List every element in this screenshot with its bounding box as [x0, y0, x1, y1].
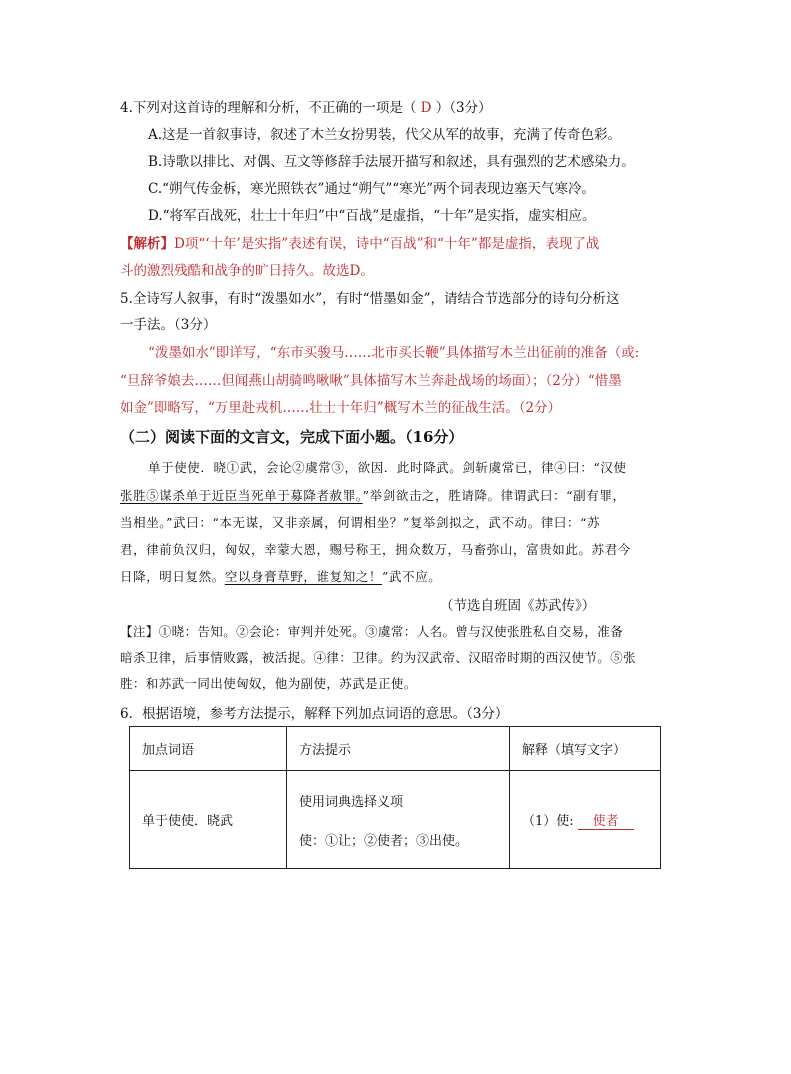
q5-answer-line1: “泼墨如水”即详写，“东市买骏马……北市买长鞭”具体描写木兰出征前的准备（或:	[148, 345, 640, 361]
section2-title: （二）阅读下面的文言文，完成下面小题。（16分）	[120, 428, 464, 446]
note-line1: 【注】①晓：告知。②会论：审判并处死。③虞常：人名。曾与汉使张胜私自交易，准备	[120, 624, 624, 639]
cell-explain	[510, 771, 661, 869]
cell-hint	[287, 771, 510, 869]
passage-line5: 日降，明日复然。空以身膏草野，谁复知之！”武不应。	[120, 569, 442, 584]
passage-underline-1: 张胜⑤谋杀单于近臣当死单于募降者赦罪。	[120, 488, 363, 503]
hint-line1: 使用词典选择义项	[299, 794, 404, 810]
table-row	[130, 771, 661, 869]
passage-line4: 君，律前负汉归，匈奴，幸蒙大恩，赐号称王，拥众数万，马畜弥山，富贵如此。苏君今	[120, 542, 631, 557]
passage-line3: 当相坐。”武曰：“本无谋，又非亲属，何谓相坐？”复举剑拟之，武不动。律曰：“苏	[120, 515, 601, 530]
q5-answer-line3: 如金”即略写，“万里赴戎机……壮士十年归”概写木兰的征战生活。（2分）	[120, 400, 562, 416]
cell-word: 单于使使．晓武	[130, 771, 287, 869]
explain-label: （1）使:	[522, 813, 574, 829]
q4-analysis-cont: 斗的激烈残酷和战争的旷日持久。故选D。	[120, 263, 374, 279]
header-hint: 方法提示	[287, 727, 510, 771]
passage-underline-2: 空以身膏草野，谁复知之！	[224, 569, 383, 584]
table-header-row	[130, 727, 661, 771]
q4-option-a: A.这是一首叙事诗，叙述了木兰女扮男装，代父从军的故事，充满了传奇色彩。	[148, 127, 622, 143]
q5-answer-line2: “旦辞爷娘去……但闻燕山胡骑鸣啾啾”具体描写木兰奔赴战场的场面）；（2分）“惜墨	[120, 373, 622, 389]
q4-stem: 4.下列对这首诗的理解和分析，不正确的一项是（ D ）（3分）	[120, 100, 492, 116]
explain-answer: 使者	[578, 810, 634, 830]
hint-line2: 使：①让；②使者；③出使。	[299, 833, 469, 849]
q5-stem-cont: 一手法。（3分）	[120, 317, 217, 333]
q6-table	[129, 726, 661, 869]
header-explain: 解释（填写文字）	[510, 727, 661, 771]
header-word: 加点词语	[130, 727, 287, 771]
passage-line1: 单于使使．晓①武，会论②虞常③，欲因．此时降武。剑斩虞常已，律④曰：“汉使	[148, 460, 627, 475]
q6-stem: 6．根据语境，参考方法提示，解释下列加点词语的意思。（3分）	[120, 706, 509, 722]
passage-source: （节选自班固《苏武传》）	[440, 598, 596, 614]
q4-option-d: D.“将军百战死，壮士十年归”中“百战”是虚指，“十年”是实指，虚实相应。	[148, 208, 596, 224]
q4-option-b: B.诗歌以排比、对偶、互文等修辞手法展开描写和叙述，具有强烈的艺术感染力。	[148, 154, 635, 170]
q4-analysis: 【解析】D项“‘十年’是实指”表述有误，诗中“百战”和“十年”都是虚指，表现了战	[120, 236, 600, 252]
note-line3: 胜：和苏武一同出使匈奴，他为副使，苏武是正使。	[120, 676, 417, 691]
q4-answer: D	[416, 100, 436, 116]
q5-stem: 5.全诗写人叙事，有时“泼墨如水”，有时“惜墨如金”，请结合节选部分的诗句分析这	[120, 291, 620, 307]
note-line2: 暗杀卫律，后事情败露，被活捉。④律：卫律。约为汉武帝、汉昭帝时期的西汉使节。⑤张	[120, 650, 637, 665]
passage-line2: 张胜⑤谋杀单于近臣当死单于募降者赦罪。”举剑欲击之，胜请降。律谓武曰：“副有罪，	[120, 488, 626, 503]
q4-option-c: C.“朔气传金柝，寒光照铁衣”通过“朔气”“寒光”两个词表现边塞天气寒冷。	[148, 181, 596, 197]
